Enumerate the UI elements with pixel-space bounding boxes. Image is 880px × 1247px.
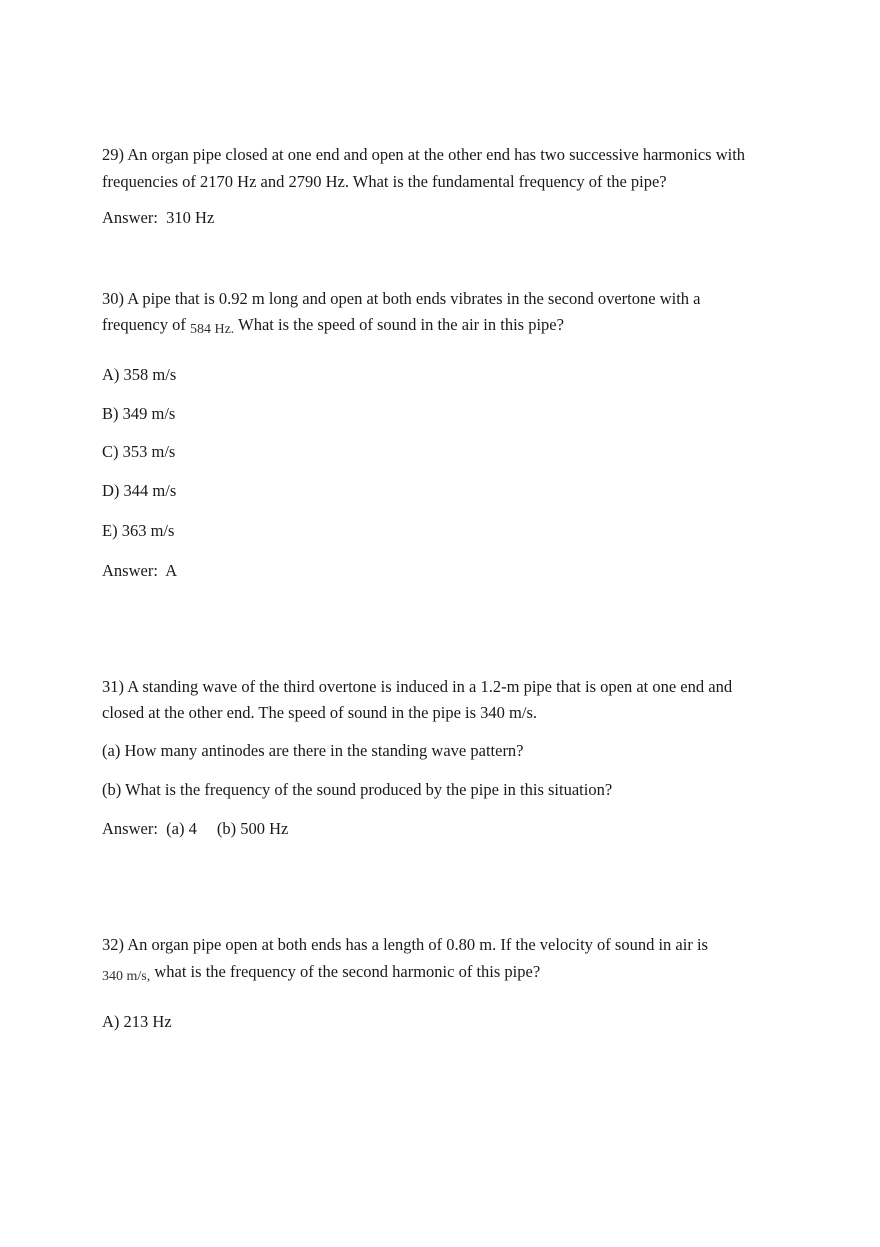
q30-line-1: [102, 289, 700, 309]
q30-number: 30): [102, 289, 124, 308]
q29-line-1: [102, 145, 745, 165]
q30-inline-value: 584 Hz.: [189, 322, 235, 337]
q30-text-2a: frequency of: [102, 315, 186, 334]
q31-part-a: (a) How many antinodes are there in the standing wave pattern?: [102, 741, 524, 760]
q31-line-1: [102, 677, 732, 697]
q29-line-2: frequencies of 2170 Hz and 2790 Hz. What is the fundamental frequency of the pipe?: [102, 172, 667, 191]
q30-text-1: A pipe that is 0.92 m long and open at both ends vibrates in the second overtone with a: [127, 289, 701, 308]
q30-text-2b: What is the speed of sound in the air in this pipe?: [238, 315, 564, 334]
q32-line-2: [102, 962, 540, 984]
q30-answer: [102, 561, 177, 581]
q29-text-1: An organ pipe closed at one end and open at the other end has two successive harmonics with: [127, 145, 746, 164]
q30-choice-c: C) 353 m/s: [102, 442, 176, 461]
q30-choice-e: E) 363 m/s: [102, 521, 175, 540]
q29-answer-label: Answer:: [102, 208, 158, 227]
q32-text-1: An organ pipe open at both ends has a length of 0.80 m. If the velocity of sound in air is: [127, 935, 708, 954]
q30-line-2: [102, 315, 564, 337]
q30-choice-d: D) 344 m/s: [102, 481, 177, 500]
q31-number: 31): [102, 677, 124, 696]
q30-answer-value: A: [165, 561, 178, 580]
q30-choice-a: A) 358 m/s: [102, 365, 177, 384]
q32-line-1: [102, 935, 708, 955]
q29-number: 29): [102, 145, 124, 164]
q32-number: 32): [102, 935, 124, 954]
q31-answer-b: (b) 500 Hz: [216, 819, 289, 838]
q31-answer: [102, 819, 288, 839]
q31-text-1: A standing wave of the third overtone is induced in a 1.2-m pipe that is open at one end and: [127, 677, 733, 696]
q30-choice-b: B) 349 m/s: [102, 404, 176, 423]
q29-answer-value: 310 Hz: [166, 208, 215, 227]
q29-answer: [102, 208, 214, 228]
q32-choice-a: A) 213 Hz: [102, 1012, 172, 1031]
q32-inline-value: 340 m/s,: [102, 969, 151, 984]
q31-answer-label: Answer:: [102, 819, 158, 838]
q30-answer-label: Answer:: [102, 561, 158, 580]
q32-text-2: what is the frequency of the second harmonic of this pipe?: [154, 962, 541, 981]
q31-part-b: (b) What is the frequency of the sound produced by the pipe in this situation?: [102, 780, 613, 799]
q31-answer-a: (a) 4: [166, 819, 197, 838]
q31-line-2: closed at the other end. The speed of sound in the pipe is 340 m/s.: [102, 703, 538, 722]
